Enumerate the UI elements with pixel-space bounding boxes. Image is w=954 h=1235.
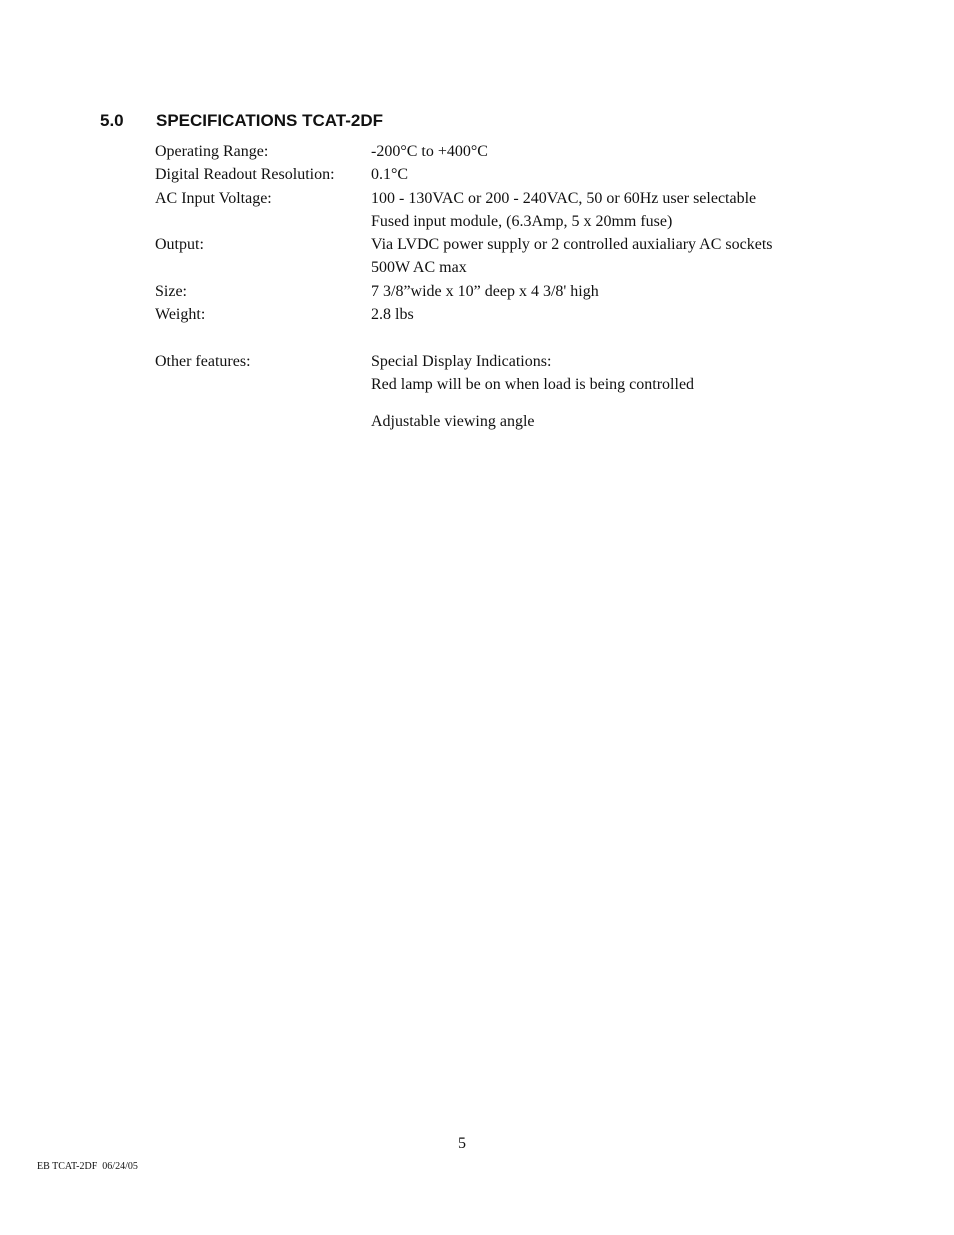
- spec-label: AC Input Voltage:: [155, 189, 272, 207]
- spec-value: Special Display Indications:: [371, 352, 552, 370]
- spec-table: [155, 140, 855, 397]
- spec-value: 7 3/8”wide x 10” deep x 4 3/8' high: [371, 282, 599, 300]
- spec-value: Via LVDC power supply or 2 controlled auxialiary AC sockets: [371, 236, 773, 254]
- spec-row-other-features: [155, 350, 855, 397]
- spec-row-weight: [155, 303, 855, 326]
- spec-value: Red lamp will be on when load is being controlled: [371, 376, 695, 394]
- page-number: 5: [458, 1135, 466, 1152]
- spec-label: Weight:: [155, 306, 206, 324]
- spec-value: 500W AC max: [371, 259, 467, 277]
- extra-feature: Adjustable viewing angle: [371, 413, 535, 430]
- spec-row-ac-input-voltage: [155, 187, 855, 234]
- spec-value: 0.1°C: [371, 166, 409, 184]
- spec-label: Output:: [155, 236, 204, 254]
- section-title: SPECIFICATIONS TCAT-2DF: [156, 111, 383, 130]
- section-number: 5.0: [100, 111, 124, 130]
- spec-row-readout-resolution: [155, 163, 855, 186]
- spec-row-operating-range: [155, 140, 855, 163]
- spec-label: Operating Range:: [155, 143, 269, 160]
- section-heading: [100, 110, 383, 132]
- spec-label: Other features:: [155, 352, 251, 370]
- spec-row-size: [155, 280, 855, 303]
- spec-value: 2.8 lbs: [371, 306, 414, 324]
- spec-label: Size:: [155, 282, 187, 300]
- spec-label: Digital Readout Resolution:: [155, 166, 335, 184]
- spec-value: -200°C to +400°C: [371, 143, 488, 160]
- spec-value: 100 - 130VAC or 200 - 240VAC, 50 or 60Hz user selectable: [371, 189, 757, 207]
- spec-row-output: [155, 233, 855, 280]
- spec-value: Fused input module, (6.3Amp, 5 x 20mm fuse): [371, 212, 673, 230]
- document-id: EB TCAT-2DF 06/24/05: [37, 1161, 138, 1172]
